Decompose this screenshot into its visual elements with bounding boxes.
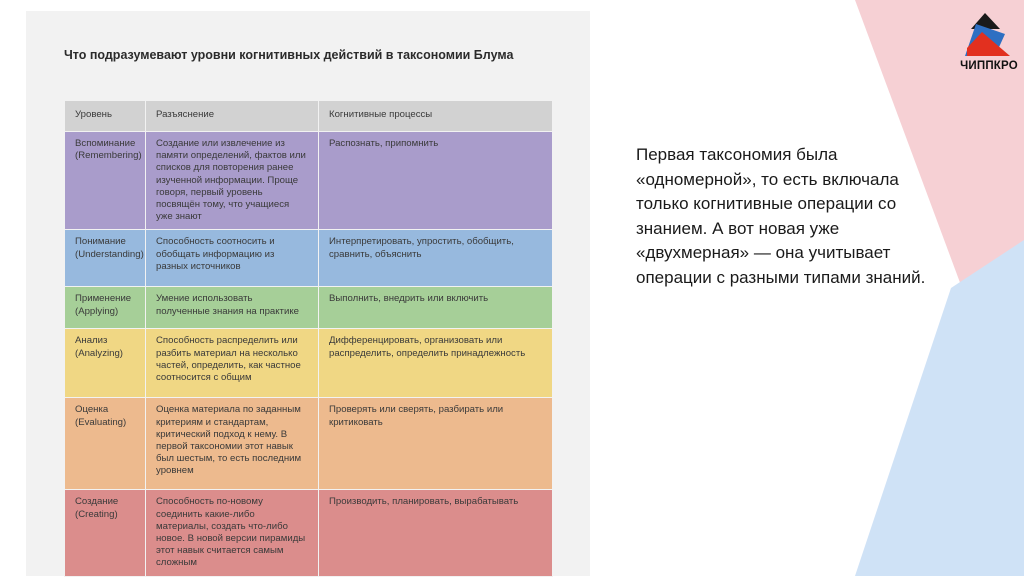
processes-cell: Производить, планировать, вырабатывать xyxy=(319,490,553,576)
bloom-taxonomy-table xyxy=(64,100,553,577)
explanation-cell: Умение использовать полученные знания на практике xyxy=(146,287,319,329)
table-row xyxy=(65,132,553,230)
level-cell: Понимание (Understanding) xyxy=(65,230,146,287)
processes-cell: Распознать, припомнить xyxy=(319,132,553,230)
level-cell: Анализ (Analyzing) xyxy=(65,329,146,398)
table-row xyxy=(65,490,553,576)
level-cell: Оценка (Evaluating) xyxy=(65,398,146,490)
table-row xyxy=(65,329,553,398)
processes-cell: Выполнить, внедрить или включить xyxy=(319,287,553,329)
table-row xyxy=(65,230,553,287)
explanation-cell: Оценка материала по заданным критериям и стандартам, критический подход к нему. В первой таксономии этот навык был шестым, то есть последним уровнем xyxy=(146,398,319,490)
explanation-cell: Способность распределить или разбить материал на несколько частей, определить, как частное соотносится с общим xyxy=(146,329,319,398)
level-cell: Создание (Creating) xyxy=(65,490,146,576)
side-text: Первая таксономия была «одномерной», то есть включала только когнитивные операции со знанием. А вот новая уже «двухмерная» — она учитывает операции с разными типами знаний. xyxy=(636,145,926,287)
explanation-cell: Способность по-новому соединить какие-либо материалы, создать что-либо новое. В новой версии пирамиды этот навык считается самым сложным xyxy=(146,490,319,576)
logo-text: ЧИППКРО xyxy=(960,60,1018,72)
header-explanation: Разъяснение xyxy=(146,101,319,132)
level-cell: Применение (Applying) xyxy=(65,287,146,329)
header-level: Уровень xyxy=(65,101,146,132)
table-title: Что подразумевают уровни когнитивных действий в таксономии Блума xyxy=(64,48,514,62)
explanation-cell: Способность соотносить и обобщать информацию из разных источников xyxy=(146,230,319,287)
explanation-cell: Создание или извлечение из памяти определений, фактов или списков для повторения ранее изученной информации. Проще говоря, первый уровень посвящён тому, что учащиеся уже знают xyxy=(146,132,319,230)
processes-cell: Интерпретировать, упростить, обобщить, сравнить, объяснить xyxy=(319,230,553,287)
processes-cell: Дифференцировать, организовать или распределить, определить принадлежность xyxy=(319,329,553,398)
processes-cell: Проверять или сверять, разбирать или критиковать xyxy=(319,398,553,490)
table-row xyxy=(65,398,553,490)
header-processes: Когнитивные процессы xyxy=(319,101,553,132)
table-row xyxy=(65,287,553,329)
table-card xyxy=(26,11,590,576)
level-cell: Вспоминание (Remembering) xyxy=(65,132,146,230)
table-header-row xyxy=(65,101,553,132)
